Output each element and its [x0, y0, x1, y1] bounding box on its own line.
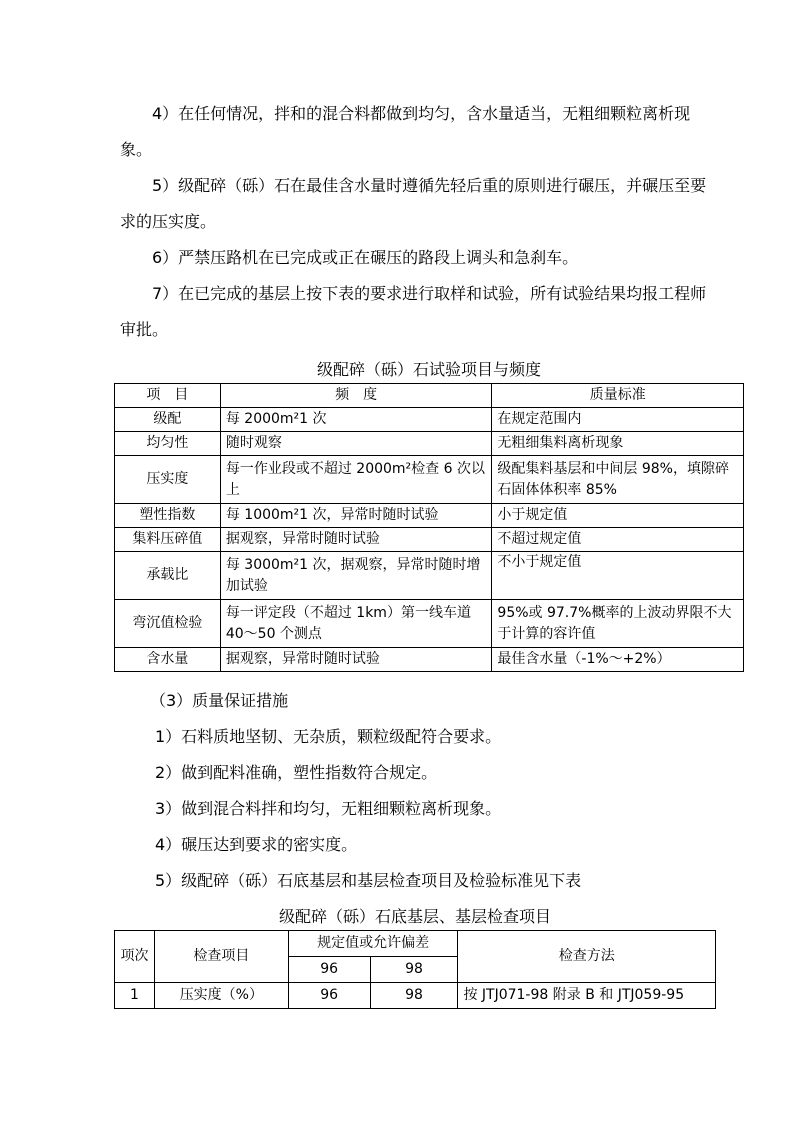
table-header-row — [115, 931, 716, 957]
header-item: 项 目 — [115, 384, 221, 408]
row-item: 弯沉值检验 — [115, 600, 221, 648]
test-items-table — [114, 383, 744, 672]
table-row — [115, 456, 744, 504]
table-row — [115, 504, 744, 528]
row-value-98: 98 — [370, 983, 458, 1009]
paragraph-7 — [120, 276, 720, 348]
row-item: 含水量 — [115, 648, 221, 672]
table2-caption: 级配碎（砾）石底基层、基层检查项目 — [278, 907, 551, 926]
section-item-5: 5）级配碎（砾）石底基层和基层检查项目及检验标准见下表 — [155, 871, 582, 890]
table-row — [115, 408, 744, 432]
table-row — [115, 432, 744, 456]
table1-caption: 级配碎（砾）石试验项目与频度 — [316, 360, 541, 379]
row-frequency: 每一作业段或不超过 2000m²检查 6 次以上 — [220, 456, 492, 504]
row-value-96: 96 — [288, 983, 370, 1009]
subheader-98: 98 — [370, 957, 458, 983]
row-frequency: 每 3000m²1 次，据观察，异常时随时增加试验 — [220, 552, 492, 600]
table-row — [115, 600, 744, 648]
table-row — [115, 983, 716, 1009]
row-standard: 小于规定值 — [492, 504, 744, 528]
row-item: 均匀性 — [115, 432, 221, 456]
row-item: 压实度 — [115, 456, 221, 504]
section-item-3: 3）做到混合料拌和均匀，无粗细颗粒离析现象。 — [155, 799, 502, 818]
inspection-items-table — [114, 930, 716, 1009]
row-item: 集料压碎值 — [115, 528, 221, 552]
paragraph-6 — [120, 240, 720, 276]
header-no: 项次 — [115, 931, 155, 983]
header-check-item: 检查项目 — [154, 931, 288, 983]
section-item-4: 4）碾压达到要求的密实度。 — [155, 835, 358, 854]
table-header-row — [115, 384, 744, 408]
paragraph-7-text: 7）在已完成的基层上按下表的要求进行取样和试验，所有试验结果均报工程师审批。 — [120, 284, 707, 339]
subheader-96: 96 — [288, 957, 370, 983]
row-frequency: 随时观察 — [220, 432, 492, 456]
section-item-2: 2）做到配料准确，塑性指数符合规定。 — [155, 763, 438, 782]
table-row — [115, 528, 744, 552]
paragraph-5 — [120, 168, 720, 240]
row-standard: 级配集料基层和中间层 98%，填隙碎石固体体积率 85% — [492, 456, 744, 504]
row-frequency: 每 2000m²1 次 — [220, 408, 492, 432]
table-row — [115, 648, 744, 672]
row-method: 按 JTJ071-98 附录 B 和 JTJ059-95 — [458, 983, 716, 1009]
header-frequency: 频 度 — [220, 384, 492, 408]
paragraph-5-text: 5）级配碎（砾）石在最佳含水量时遵循先轻后重的原则进行碾压，并碾压至要求的压实度。 — [120, 176, 707, 231]
row-frequency: 每 1000m²1 次，异常时随时试验 — [220, 504, 492, 528]
row-item: 级配 — [115, 408, 221, 432]
header-method: 检查方法 — [458, 931, 716, 983]
paragraph-4 — [120, 96, 720, 168]
paragraph-6-text: 6）严禁压路机在已完成或正在碾压的路段上调头和急刹车。 — [152, 248, 579, 267]
paragraph-4-text: 4）在任何情况，拌和的混合料都做到均匀，含水量适当，无粗细颗粒离析现象。 — [120, 104, 691, 159]
header-spec: 规定值或允许偏差 — [288, 931, 458, 957]
row-standard: 无粗细集料离析现象 — [492, 432, 744, 456]
row-item: 承载比 — [115, 552, 221, 600]
row-item: 塑性指数 — [115, 504, 221, 528]
row-frequency: 据观察，异常时随时试验 — [220, 648, 492, 672]
row-frequency: 每一评定段（不超过 1km）第一线车道 40～50 个测点 — [220, 600, 492, 648]
row-frequency: 据观察，异常时随时试验 — [220, 528, 492, 552]
table-row — [115, 552, 744, 600]
section-heading: （3）质量保证措施 — [150, 691, 289, 710]
row-standard: 95%或 97.7%概率的上波动界限不大于计算的容许值 — [492, 600, 744, 648]
row-check-item: 压实度（%） — [154, 983, 288, 1009]
row-standard: 不超过规定值 — [492, 528, 744, 552]
row-standard: 在规定范围内 — [492, 408, 744, 432]
row-standard: 不小于规定值 — [492, 552, 744, 600]
header-standard: 质量标准 — [492, 384, 744, 408]
row-no: 1 — [115, 983, 155, 1009]
row-standard: 最佳含水量（-1%～+2%） — [492, 648, 744, 672]
section-item-1: 1）石料质地坚韧、无杂质，颗粒级配符合要求。 — [155, 727, 502, 746]
